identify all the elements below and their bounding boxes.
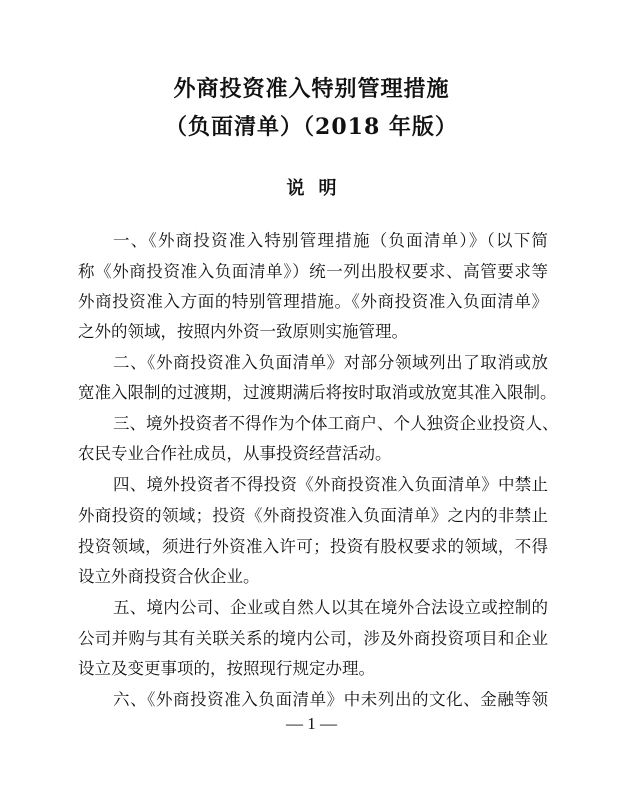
- paragraph-1-line-3: 外商投资准入方面的特别管理措施。《外商投资准入负面清单》: [78, 292, 548, 311]
- paragraph-5-line-2: 公司并购与其有关联关系的境内公司，涉及外商投资项目和企业: [78, 629, 548, 648]
- section-heading: 说明: [286, 178, 351, 199]
- paragraph-6-line-1: 六、《外商投资准入负面清单》中未列出的文化、金融等领: [113, 690, 548, 709]
- paragraph-4-line-1: 四、境外投资者不得投资《外商投资准入负面清单》中禁止: [113, 475, 548, 494]
- paragraph-1-line-1: 一、《外商投资准入特别管理措施（负面清单）》（以下简: [113, 231, 548, 250]
- paragraph-1-line-4: 之外的领域，按照内外资一致原则实施管理。: [78, 322, 408, 341]
- paragraph-5-line-1: 五、境内公司、企业或自然人以其在境外合法设立或控制的: [113, 598, 548, 617]
- paragraph-2-line-1: 二、《外商投资准入负面清单》对部分领域列出了取消或放: [113, 353, 548, 372]
- paragraph-2-line-2: 宽准入限制的过渡期，过渡期满后将按时取消或放宽其准入限制。: [78, 383, 557, 402]
- paragraph-4-line-3: 投资领域，须进行外资准入许可；投资有股权要求的领域，不得: [78, 537, 548, 556]
- document-title: 外商投资准入特别管理措施: [173, 76, 450, 102]
- paragraph-3-line-1: 三、境外投资者不得作为个体工商户、个人独资企业投资人、: [113, 414, 559, 433]
- paragraph-3-line-2: 农民专业合作社成员，从事投资经营活动。: [78, 444, 392, 463]
- paragraph-5-line-3: 设立及变更事项的，按照现行规定办理。: [78, 659, 375, 678]
- paragraph-1-line-2: 称《外商投资准入负面清单》）统一列出股权要求、高管要求等: [78, 262, 548, 281]
- document-subtitle: （负面清单）（2018 年版）: [165, 114, 458, 140]
- paragraph-4-line-2: 外商投资的领域；投资《外商投资准入负面清单》之内的非禁止: [78, 506, 548, 525]
- paragraph-4-line-4: 设立外商投资合伙企业。: [78, 567, 260, 586]
- page-number: — 1 —: [286, 714, 337, 733]
